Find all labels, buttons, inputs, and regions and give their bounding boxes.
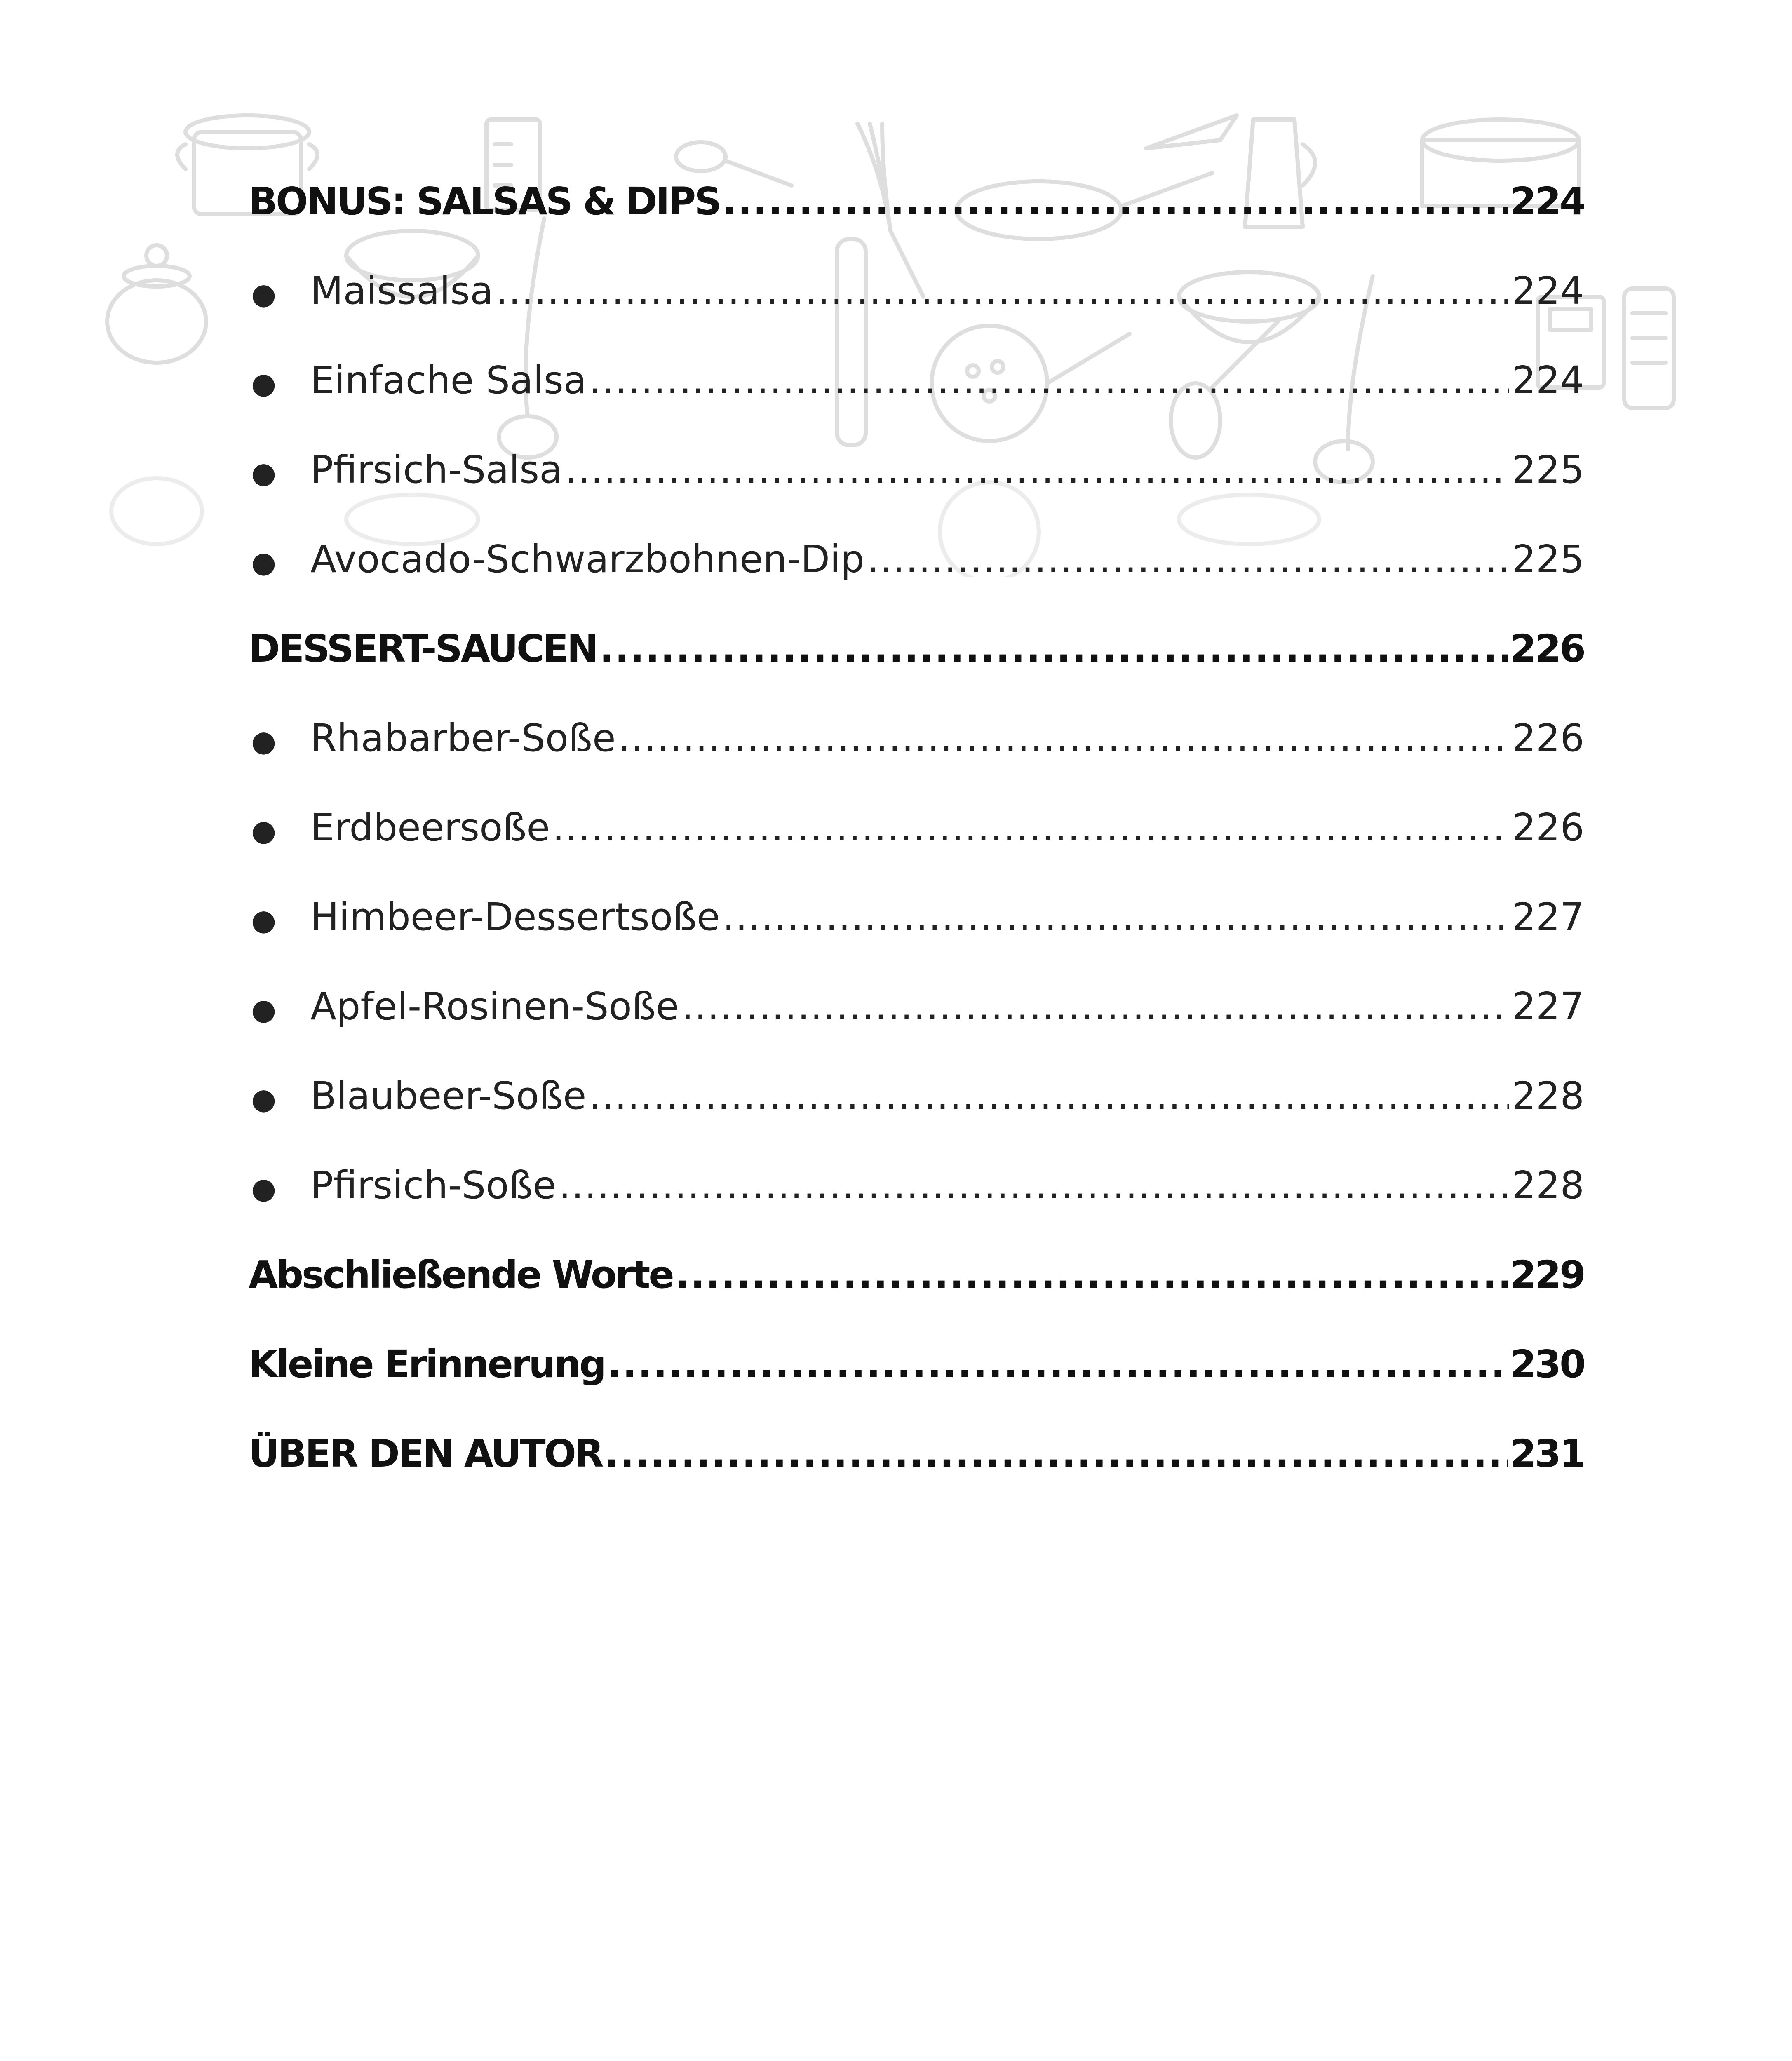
toc-entry-label: Avocado-Schwarzbohnen-Dip: [310, 537, 865, 581]
dot-leader: [723, 872, 1510, 962]
toc-entry-main[interactable]: [249, 157, 1584, 246]
bullet-icon: ●: [251, 724, 277, 758]
toc-entry-label: Blaubeer-Soße: [310, 1074, 587, 1118]
toc-page-number: 226: [1512, 716, 1584, 760]
toc-page-number: 229: [1510, 1253, 1584, 1297]
toc-entry-label: Himbeer-Dessertsoße: [310, 895, 720, 939]
toc-entry-sub[interactable]: [249, 425, 1584, 514]
toc-entry-main[interactable]: [249, 1319, 1584, 1409]
dot-leader: [496, 246, 1509, 336]
dot-leader: [607, 1319, 1508, 1409]
bullet-icon: ●: [251, 366, 277, 400]
toc-page-number: 231: [1510, 1432, 1584, 1476]
toc-page-number: 225: [1512, 448, 1584, 492]
dot-leader: [589, 1051, 1509, 1141]
bullet-icon: ●: [251, 993, 277, 1026]
dot-leader: [618, 693, 1510, 783]
toc-entry-label: DESSERT-SAUCEN: [249, 627, 597, 671]
toc-page-number: 230: [1510, 1342, 1584, 1386]
toc-entry-label: Erdbeersoße: [310, 805, 550, 850]
toc-entry-label: Pfirsich-Soße: [310, 1163, 557, 1207]
dot-leader: [589, 336, 1509, 425]
knife-icon: [1146, 115, 1237, 148]
bullet-icon: ●: [251, 456, 277, 490]
toc-entry-sub[interactable]: [249, 246, 1584, 336]
bullet-icon: ●: [251, 1082, 277, 1116]
bullet-icon: ●: [251, 903, 277, 937]
toc-page-number: 225: [1512, 537, 1584, 581]
toc-entry-label: BONUS: SALSAS & DIPS: [249, 179, 720, 223]
toc-page-number: 224: [1510, 179, 1584, 223]
dot-leader: [559, 1141, 1509, 1230]
dot-leader: [565, 425, 1509, 514]
toc-entry-main[interactable]: [249, 604, 1584, 693]
toc-entry-label: Pfirsich-Salsa: [310, 448, 563, 492]
dot-leader: [867, 514, 1509, 604]
bullet-icon: ●: [251, 545, 277, 579]
toc-entry-sub[interactable]: [249, 783, 1584, 872]
toc-entry-label: ÜBER DEN AUTOR: [249, 1432, 602, 1476]
toc-entry-sub[interactable]: [249, 872, 1584, 962]
dot-leader: [552, 783, 1509, 872]
toc-entry-sub[interactable]: [249, 962, 1584, 1051]
toc-page-number: 224: [1512, 269, 1584, 313]
dot-leader: [599, 604, 1508, 693]
toc-entry-sub[interactable]: [249, 336, 1584, 425]
toc-entry-label: Rhabarber-Soße: [310, 716, 616, 760]
toc-entry-label: Apfel-Rosinen-Soße: [310, 984, 679, 1028]
grater-icon: [1624, 289, 1674, 408]
table-of-contents: [249, 157, 1584, 1498]
bullet-icon: ●: [251, 1171, 277, 1205]
toc-entry-label: Abschließende Worte: [249, 1253, 673, 1297]
bullet-icon: ●: [251, 277, 277, 311]
toc-page-number: 226: [1512, 805, 1584, 850]
bullet-icon: ●: [251, 814, 277, 847]
toc-entry-sub[interactable]: [249, 1141, 1584, 1230]
toc-page-number: 227: [1512, 895, 1584, 939]
dot-leader: [605, 1409, 1508, 1498]
sugar-bowl-icon: [107, 245, 206, 363]
toc-page-number: 227: [1512, 984, 1584, 1028]
toc-page-number: 226: [1510, 627, 1584, 671]
toc-page-number: 228: [1512, 1163, 1584, 1207]
toc-entry-label: Einfache Salsa: [310, 358, 587, 402]
toc-entry-main[interactable]: [249, 1409, 1584, 1498]
toc-entry-label: Maissalsa: [310, 269, 493, 313]
toc-entry-sub[interactable]: [249, 514, 1584, 604]
toc-entry-label: Kleine Erinnerung: [249, 1342, 605, 1386]
toc-page-number: 228: [1512, 1074, 1584, 1118]
dot-leader: [675, 1230, 1508, 1319]
toc-entry-sub[interactable]: [249, 693, 1584, 783]
toc-entry-main[interactable]: [249, 1230, 1584, 1319]
dot-leader: [681, 962, 1509, 1051]
dot-leader: [723, 157, 1508, 246]
toc-page-number: 224: [1512, 358, 1584, 402]
toc-entry-sub[interactable]: [249, 1051, 1584, 1141]
